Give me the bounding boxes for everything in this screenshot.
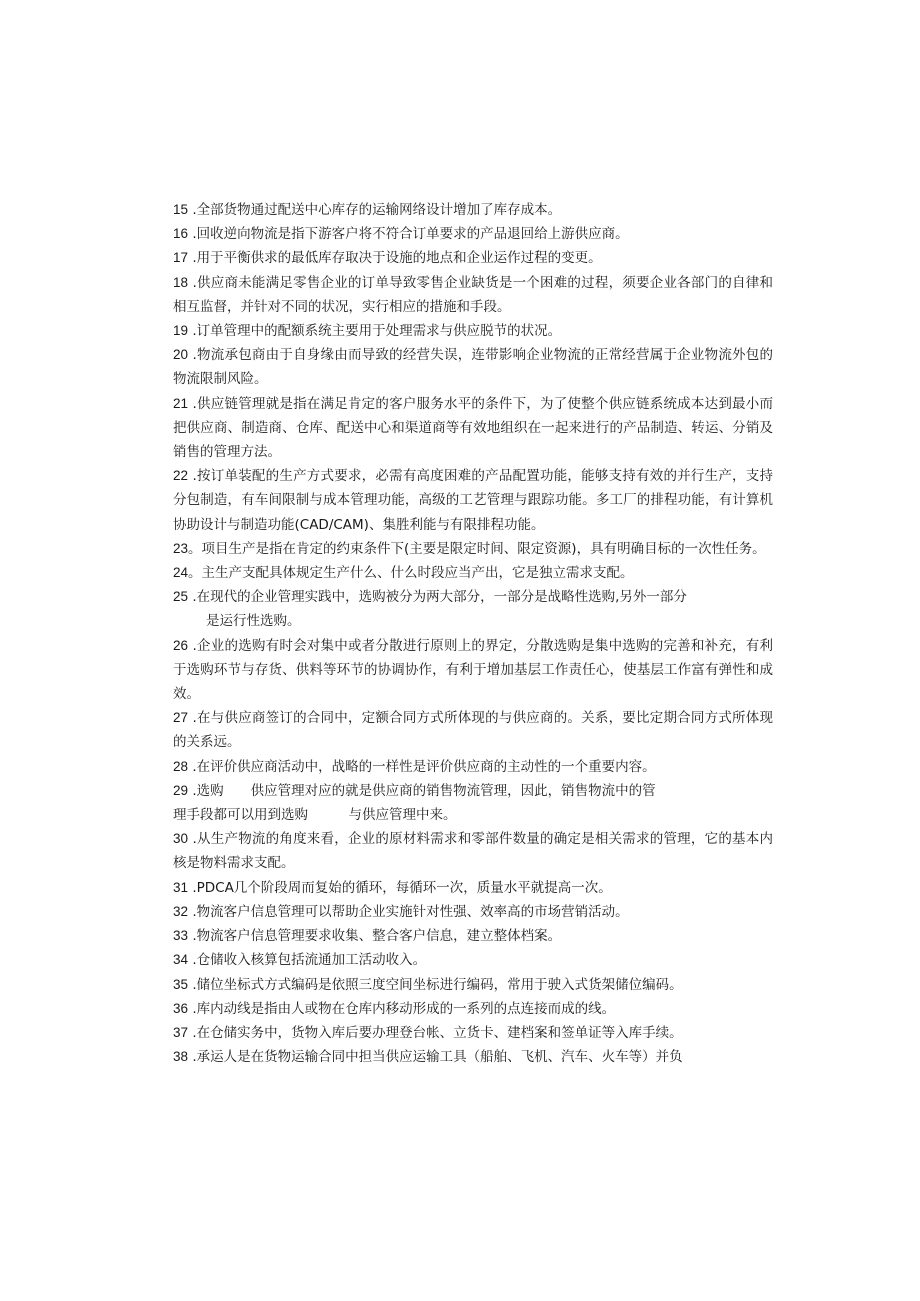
item-text: .用于平衡供求的最低库存取决于设施的地点和企业运作过程的变更。: [188, 250, 602, 267]
item-number: 37: [173, 1024, 189, 1040]
item-text-continuation: 是运行性选购。: [206, 613, 301, 630]
list-item: [173, 827, 773, 875]
item-text: .从生产物流的角度来看，企业的原材料需求和零部件数量的确定是相关需求的管理，它的基本内核是物料需求支配。: [173, 831, 773, 872]
item-text: .选购 供应管理对应的就是供应商的销售物流管理，因此，销售物流中的管: [188, 782, 656, 799]
item-number: 21: [173, 395, 189, 411]
list-item: [173, 779, 773, 827]
item-number: 16: [173, 226, 189, 242]
item-number: 20: [173, 347, 189, 363]
item-text: .订单管理中的配额系统主要用于处理需求与供应脱节的状况。: [188, 323, 562, 340]
item-number: 32: [173, 903, 189, 919]
item-text: .物流客户信息管理可以帮助企业实施针对性强、效率高的市场营销活动。: [188, 903, 629, 920]
list-item: [173, 198, 773, 222]
list-item: [173, 246, 773, 270]
item-text: .按订单装配的生产方式要求，必需有高度困难的产品配置功能，能够支持有效的并行生产，支持分包制造，有车间限制与成本管理功能，高级的工艺管理与跟踪功能。多工厂的排程功能，有计算机协助设计与制造功能(CAD/CAM)、集胜利能与有限排程功能。: [173, 468, 773, 533]
item-text: .全部货物通过配送中心库存的运输网络设计增加了库存成本。: [188, 202, 562, 218]
list-item: [173, 319, 773, 343]
list-item: [173, 924, 773, 948]
list-item: [173, 271, 773, 319]
item-number: 29: [173, 782, 189, 798]
list-item: [173, 1045, 773, 1069]
item-number: 34: [173, 952, 189, 968]
item-number: 19: [173, 323, 189, 339]
list-item: [173, 706, 773, 754]
list-item: [173, 900, 773, 924]
item-text: .在与供应商签订的合同中，定额合同方式所体现的与供应商的。关系，要比定期合同方式所体现的关系远。: [173, 710, 773, 751]
item-text: .供应链管理就是指在满足肯定的客户服务水平的条件下，为了使整个供应链系统成本达到最小而把供应商、制造商、仓库、配送中心和渠道商等有效地组织在一起来进行的产品制造、转运、分销及销售的管理方法。: [173, 395, 773, 461]
item-text: 。项目生产是指在肯定的约束条件下(主要是限定时间、限定资源)，具有明确目标的一次性任务。: [188, 540, 766, 557]
item-text: .库内动线是指由人或物在仓库内移动形成的一系列的点连接而成的线。: [188, 1000, 616, 1017]
item-text: .储位坐标式方式编码是依照三度空间坐标进行编码，常用于驶入式货架储位编码。: [188, 976, 683, 993]
item-text: .回收逆向物流是指下游客户将不符合订单要求的产品退回给上游供应商。: [188, 226, 629, 243]
item-text: .承运人是在货物运输合同中担当供应运输工具（船舶、飞机、汽车、火车等）并负: [188, 1049, 683, 1066]
document-body: [173, 198, 773, 1069]
item-text: .物流承包商由于自身缘由而导致的经营失误，连带影响企业物流的正常经营属于企业物流外包的物流限制风险。: [173, 347, 773, 388]
item-number: 33: [173, 928, 189, 944]
item-number: 38: [173, 1049, 189, 1065]
item-text: .物流客户信息管理要求收集、整合客户信息，建立整体档案。: [188, 928, 562, 945]
list-item: [173, 537, 773, 561]
item-text: .在评价供应商活动中，战略的一样性是评价供应商的主动性的一个重要内容。: [188, 758, 656, 775]
item-number: 35: [173, 976, 189, 992]
item-number: 23: [173, 540, 189, 556]
item-number: 31: [173, 879, 189, 895]
item-number: 24: [173, 565, 189, 581]
list-item: [173, 561, 773, 585]
item-text: 。主生产支配具体规定生产什么、什么时段应当产出，它是独立需求支配。: [188, 565, 634, 582]
item-number: 25: [173, 589, 189, 605]
item-number: 27: [173, 710, 189, 726]
item-text: .仓储收入核算包括流通加工活动收入。: [188, 952, 427, 969]
item-number: 26: [173, 637, 189, 653]
list-item: [173, 948, 773, 972]
item-text: .企业的选购有时会对集中或者分散进行原则上的界定，分散选购是集中选购的完善和补充，有利于选购环节与存货、供料等环节的协调协作，有利于增加基层工作责任心，使基层工作富有弹性和成效。: [173, 637, 773, 703]
list-item: [173, 222, 773, 246]
item-number: 17: [173, 250, 189, 266]
list-item: [173, 997, 773, 1021]
item-number: 15: [173, 202, 189, 217]
list-item: [173, 876, 773, 900]
list-item: [173, 1021, 773, 1045]
item-number: 30: [173, 831, 189, 847]
item-text: .在现代的企业管理实践中，选购被分为两大部分，一部分是战略性选购,另外一部分: [188, 589, 687, 606]
list-item: [173, 755, 773, 779]
item-number: 18: [173, 274, 189, 290]
list-item: [173, 343, 773, 391]
item-text: .在仓储实务中，货物入库后要办理登台帐、立货卡、建档案和签单证等入库手续。: [188, 1024, 683, 1041]
item-number: 22: [173, 468, 189, 484]
item-text: .PDCA几个阶段周而复始的循环，每循环一次，质量水平就提高一次。: [188, 879, 612, 896]
list-item: [173, 634, 773, 707]
item-number: 36: [173, 1000, 189, 1016]
item-text-line2: 理手段都可以用到选购 与供应管理中来。: [173, 807, 457, 824]
item-text: .供应商未能满足零售企业的订单导致零售企业缺货是一个困难的过程，须要企业各部门的自律和相互监督，并针对不同的状况，实行相应的措施和手段。: [173, 274, 773, 315]
list-item: [173, 392, 773, 465]
item-number: 28: [173, 758, 189, 774]
list-item: [173, 973, 773, 997]
list-item: [173, 464, 773, 537]
list-item: [173, 585, 773, 633]
